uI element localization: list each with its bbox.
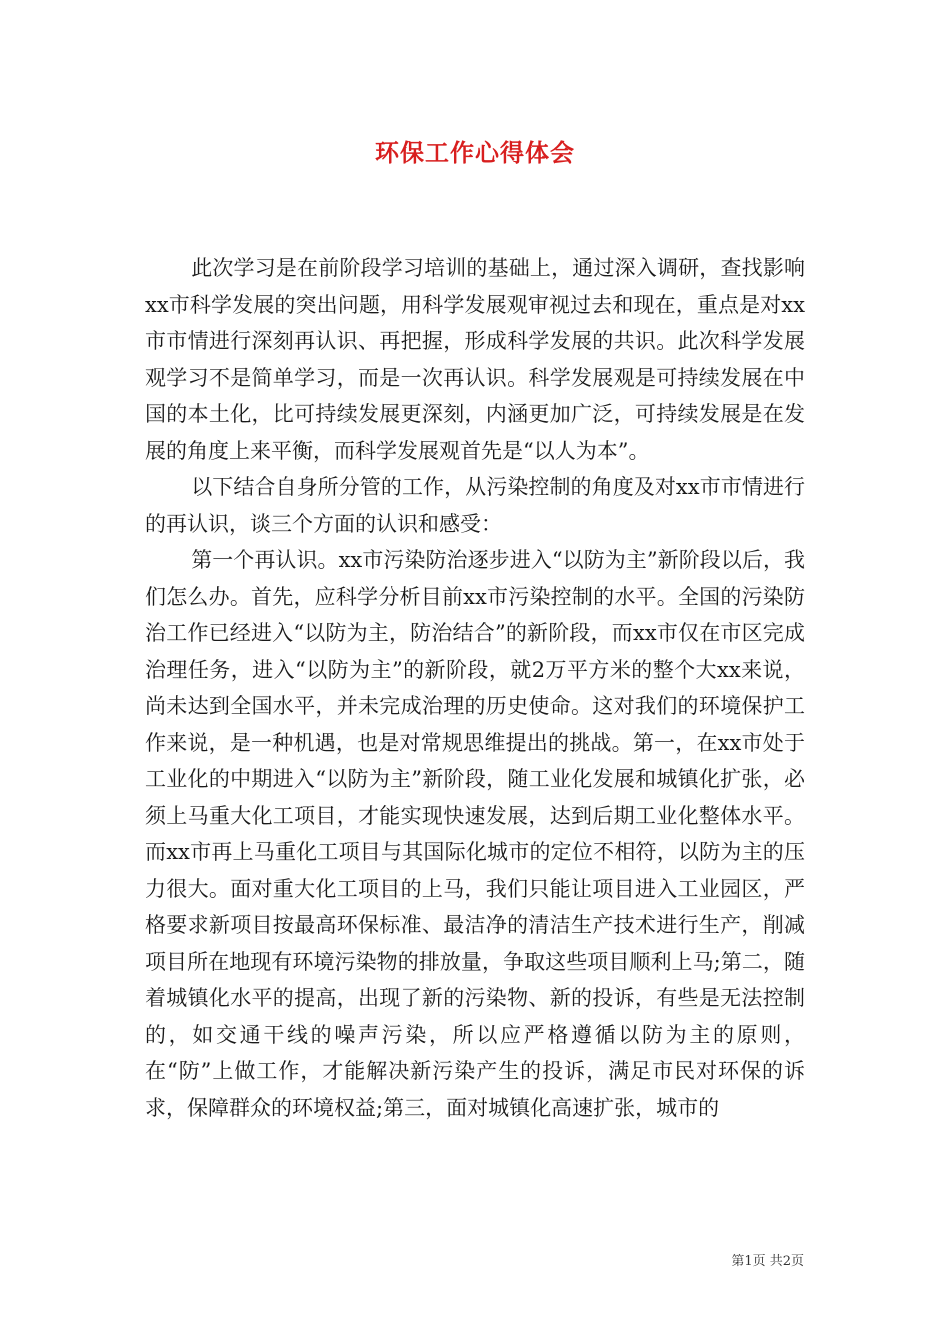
document-title: 环保工作心得体会 <box>375 139 575 167</box>
paragraph-intro: 此次学习是在前阶段学习培训的基础上，通过深入调研，查找影响xx市科学发展的突出问题，用科学发展观审视过去和现在，重点是对xx市市情进行深刻再认识、再把握，形成科学发展的共识。此次科学发展观学习不是简单学习，而是一次再认识。科学发展观是可持续发展在中国的本土化，比可持续发展更深刻，内涵更加广泛，可持续发展是在发展的角度上来平衡，而科学发展观首先是“以人为本”。 <box>145 256 805 463</box>
paragraph-first-reflection: 第一个再认识。xx市污染防治逐步进入“以防为主”新阶段以后，我们怎么办。首先，应科学分析目前xx市污染控制的水平。全国的污染防治工作已经进入“以防为主，防治结合”的新阶段，而xx市仅在市区完成治理任务，进入“以防为主”的新阶段，就2万平方米的整个大xx来说，尚未达到全国水平，并未完成治理的历史使命。这对我们的环境保护工作来说，是一种机遇，也是对常规思维提出的挑战。第一，在xx市处于工业化的中期进入“以防为主”新阶段，随工业化发展和城镇化扩张，必须上马重大化工项目，才能实现快速发展，达到后期工业化整体水平。而xx市再上马重化工项目与其国际化城市的定位不相符，以防为主的压力很大。面对重大化工项目的上马，我们只能让项目进入工业园区，严格要求新项目按最高环保标准、最洁净的清洁生产技术进行生产，削减项目所在地现有环境污染物的排放量，争取这些项目顺利上马;第二，随着城镇化水平的提高，出现了新的污染物、新的投诉，有些是无法控制的，如交通干线的噪声污染，所以应严格遵循以防为主的原则，在“防”上做工作，才能解决新污染产生的投诉，满足市民对环保的诉求，保障群众的环境权益;第三，面对城镇化高速扩张，城市的 <box>145 548 805 1120</box>
paragraph-transition: 以下结合自身所分管的工作，从污染控制的角度及对xx市市情进行的再认识，谈三个方面的认识和感受： <box>145 475 805 536</box>
page-number-footer: 第1页 共2页 <box>731 1254 804 1269</box>
document-body <box>145 250 805 1126</box>
